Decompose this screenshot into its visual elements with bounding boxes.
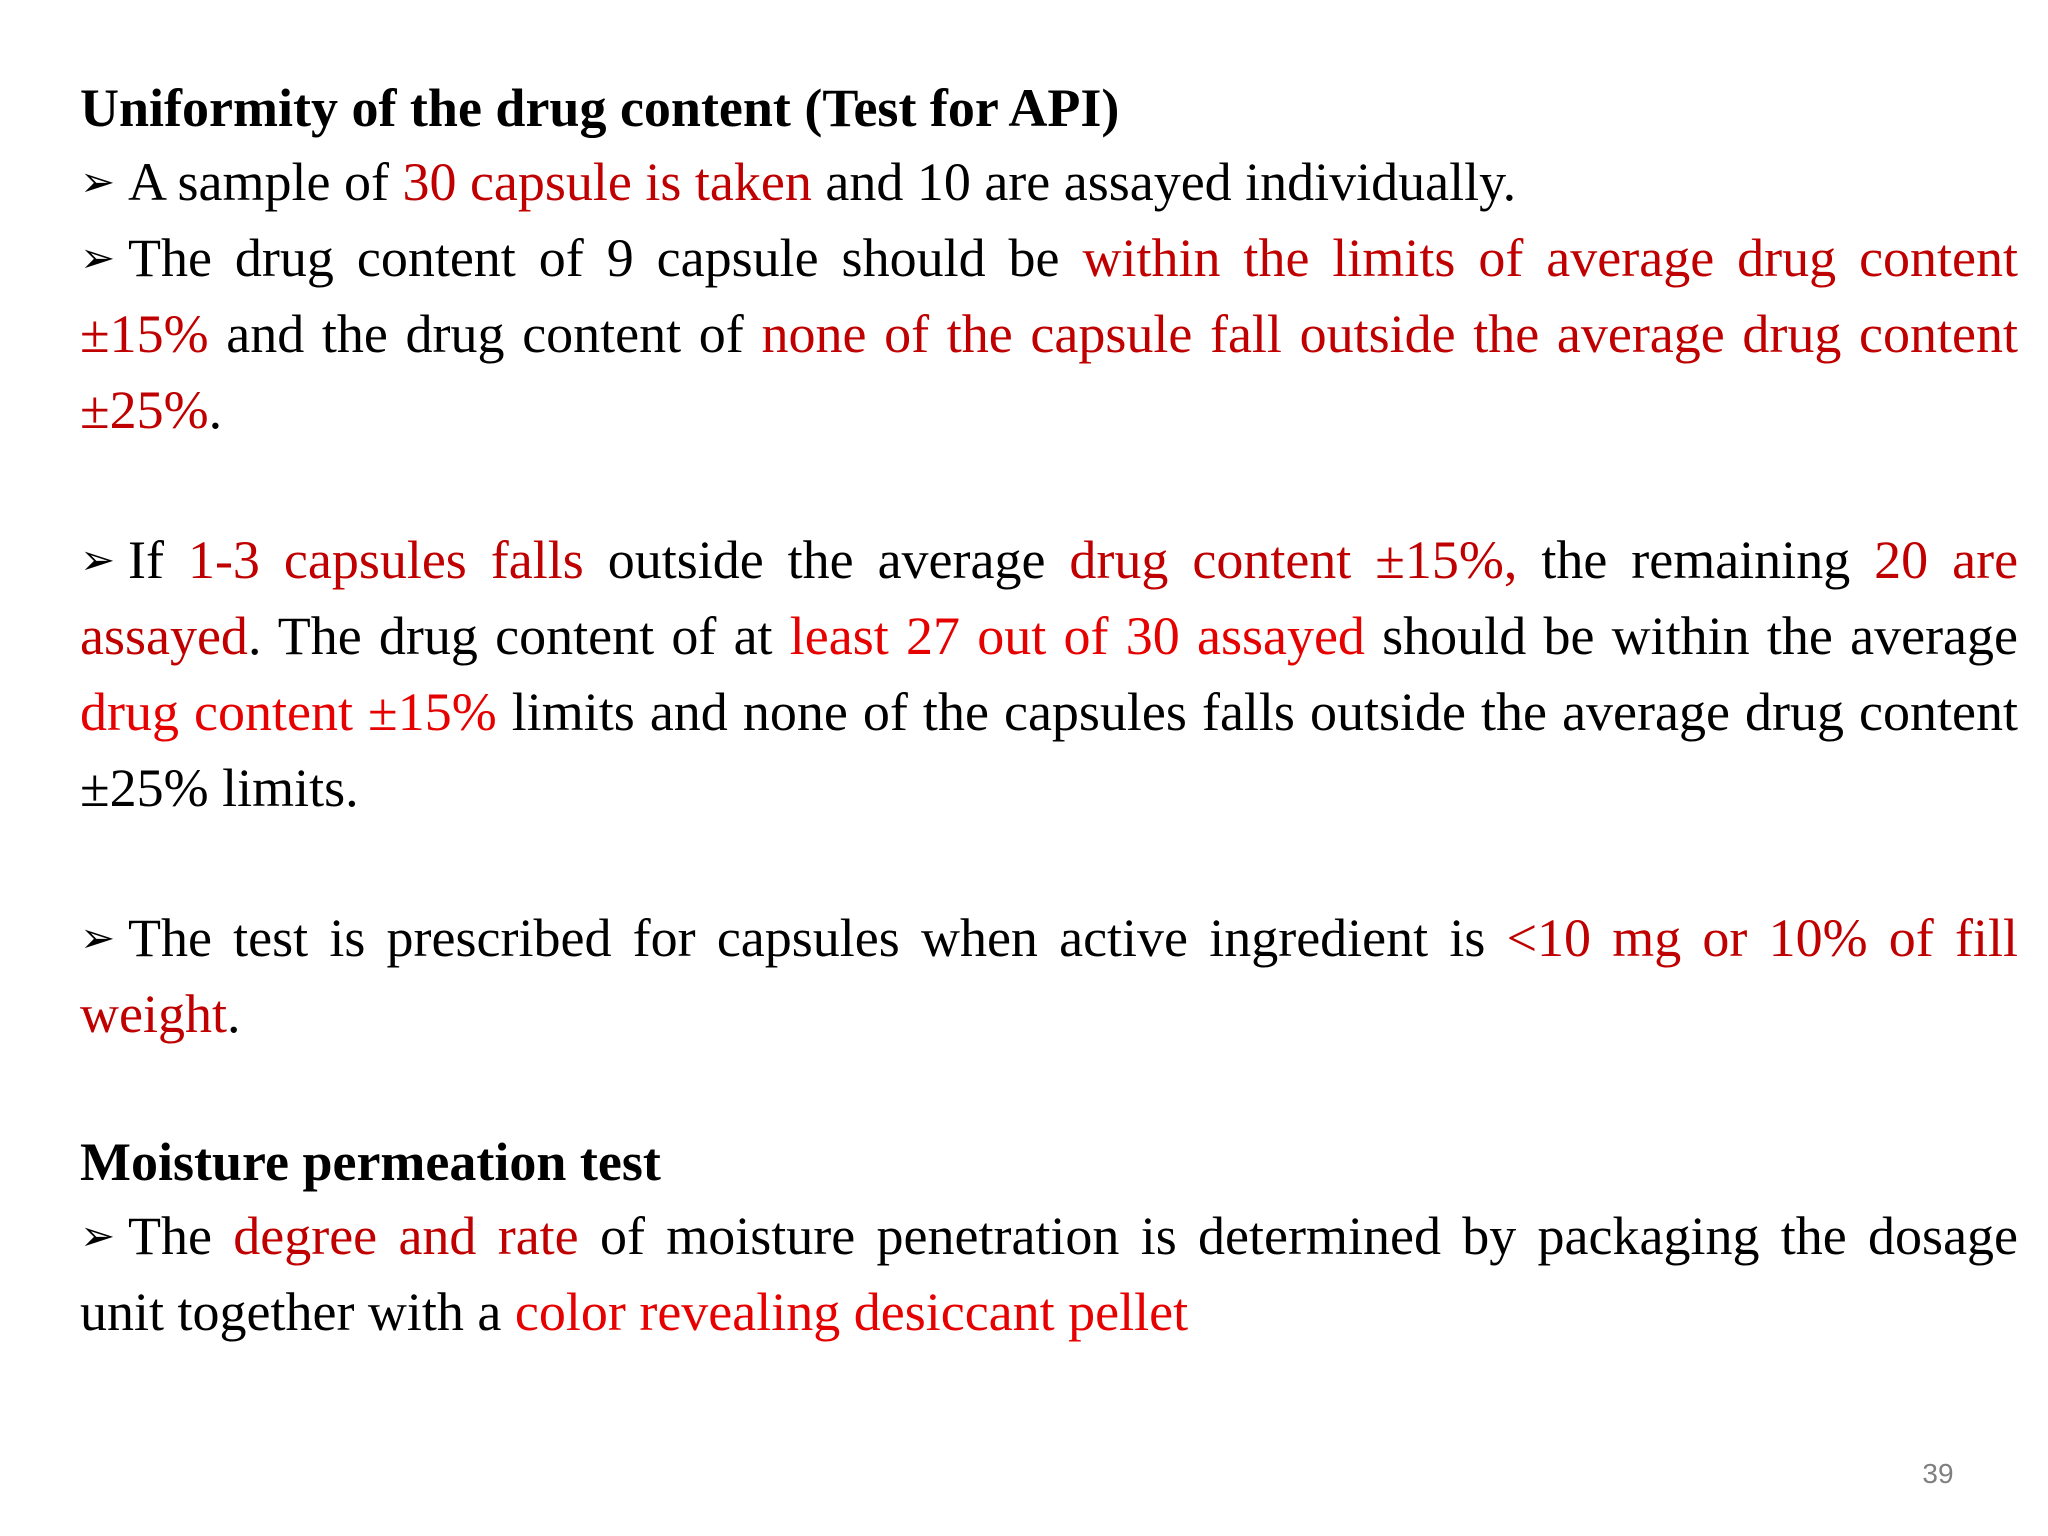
text-run: The test is prescribed for capsules when active ingredient is — [128, 908, 1507, 968]
highlight-run: 1-3 capsules falls — [187, 530, 584, 590]
text-run: A sample of — [128, 152, 403, 212]
text-run: the remaining — [1517, 530, 1875, 590]
text-run: outside the average — [583, 530, 1070, 590]
text-run: should be within the average — [1364, 606, 2018, 666]
arrowhead-bullet-icon: ➢ — [80, 913, 116, 962]
text-run: limits and none of the capsules falls outside the average drug content ±25% limits. — [80, 682, 2018, 818]
text-run: . — [208, 380, 223, 440]
text-run: . — [226, 984, 241, 1044]
spacer — [80, 1052, 2018, 1126]
highlight-run: 20 are assayed — [80, 530, 2019, 666]
highlight-run: within the limits of average drug content ±15% — [80, 228, 2019, 364]
arrowhead-bullet-icon: ➢ — [80, 1211, 116, 1260]
bullet-retest — [80, 522, 2018, 826]
bullet-limits — [80, 220, 2018, 448]
arrowhead-bullet-icon: ➢ — [80, 157, 116, 206]
highlight-run: drug content ±15% — [80, 682, 497, 742]
highlight-run: <10 mg or 10% of fill weight — [80, 908, 2018, 1044]
text-run: and 10 are assayed individually. — [811, 152, 1517, 212]
highlight-run: color revealing desiccant pellet — [514, 1282, 1189, 1342]
highlight-run: degree and rate — [233, 1206, 579, 1266]
uniformity-heading: Uniformity of the drug content (Test for API) — [80, 78, 1120, 138]
bullet-moisture — [80, 1198, 2018, 1350]
bullet-applicability — [80, 900, 2018, 1052]
slide-content — [80, 72, 2018, 1350]
bullet-sample-size — [80, 144, 2018, 220]
text-run: . The drug content of at — [247, 606, 790, 666]
text-run: The — [128, 1206, 234, 1266]
arrowhead-bullet-icon: ➢ — [80, 233, 116, 282]
page-number: 39 — [1922, 1458, 1954, 1489]
spacer — [80, 826, 2018, 900]
text-run: The drug content of 9 capsule should be — [128, 228, 1083, 288]
text-run: and the drug content of — [208, 304, 762, 364]
highlight-run: none of the capsule fall outside the average drug content ±25% — [80, 304, 2018, 440]
text-run: If — [128, 530, 188, 590]
moisture-heading: Moisture permeation test — [80, 1132, 661, 1192]
highlight-run: least 27 out of 30 assayed — [789, 606, 1365, 666]
highlight-run: 30 capsule is taken — [402, 152, 812, 212]
highlight-run: drug content ±15%, — [1069, 530, 1518, 590]
arrowhead-bullet-icon: ➢ — [80, 535, 116, 584]
spacer — [80, 448, 2018, 522]
text-run: of moisture penetration is determined by packaging the dosage unit together with a — [80, 1206, 2018, 1342]
